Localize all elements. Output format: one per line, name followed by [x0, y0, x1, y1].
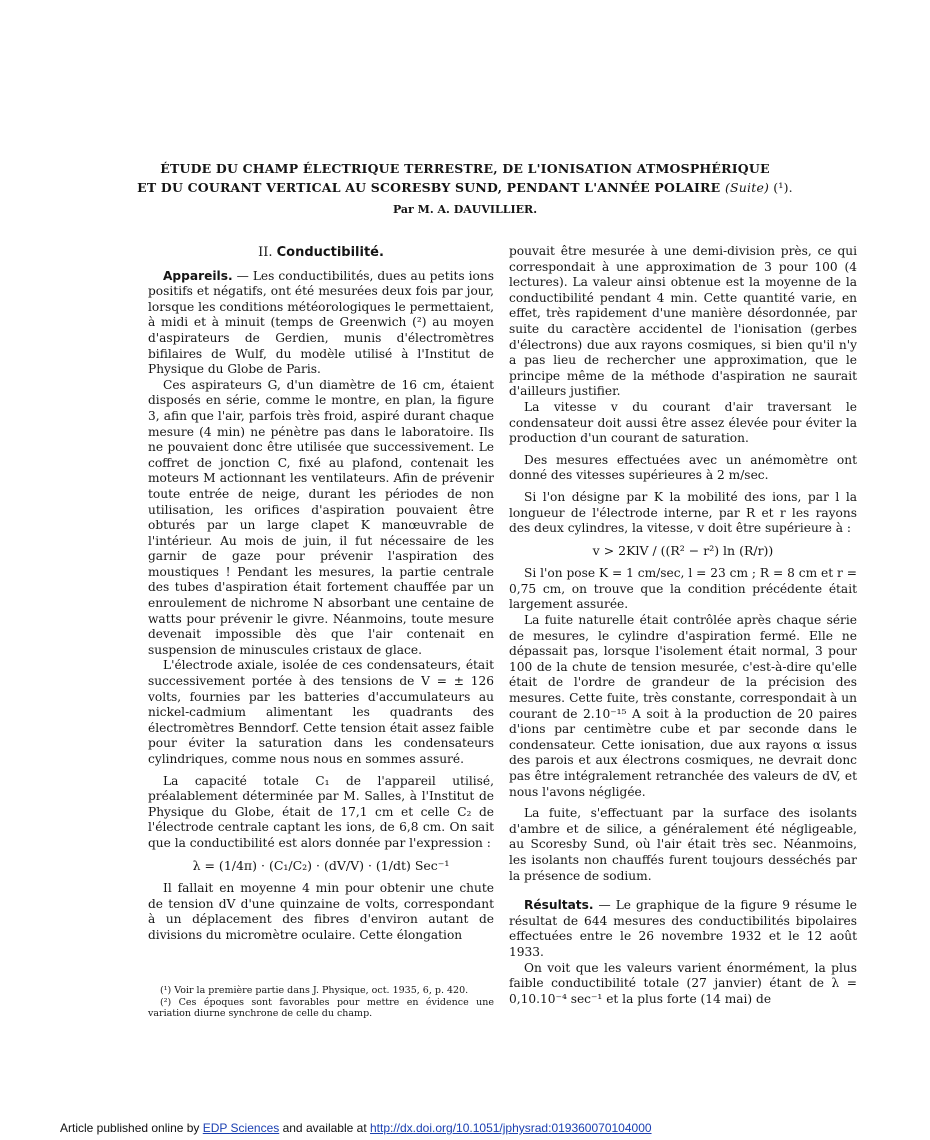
left-column	[148, 245, 494, 944]
paragraph-apparatus: Appareils. — Les conductibilités, dues au petits ions positifs et négatifs, ont été mesurées deux fois par jour, lorsque les conditions météorologiques le permettaient, à midi et à minuit (temps de Greenwich (²) au moyen d'aspirateurs de Gerdien, munis d'électromètres bifilaires de Wulf, du modèle utilisé à l'Institut de Physique du Globe de Paris.	[148, 268, 494, 377]
footnote-2: (²) Ces époques sont favorables pour mettre en évidence une variation diurne synchrone de celle du champ.	[148, 996, 494, 1019]
right-column	[509, 244, 857, 1007]
paragraph-values: Si l'on pose K = 1 cm/sec, l = 23 cm ; R = 8 cm et r = 0,75 cm, on trouve que la condition précédente était largement assurée.	[509, 566, 857, 612]
paragraph-anemometer: Des mesures effectuées avec un anémomètre ont donné des vitesses supérieures à 2 m/sec.	[509, 452, 857, 483]
paragraph-insulators: La fuite, s'effectuant par la surface des isolants d'ambre et de silice, a généralement été négligeable, au Scoresby Sund, où l'air était très sec. Néanmoins, les isolants non chauffés furent toujours desséchés par la présence de sodium.	[509, 806, 857, 883]
title-footnote-ref: (¹).	[769, 180, 793, 195]
paragraph-electrode: L'électrode axiale, isolée de ces condensateurs, était successivement portée à des tensions de V = ± 126 volts, fournies par les batteries d'accumulateurs au nickel-cadmium alimentant les quadrants des électromètres Benndorf. Cette tension était assez faible pour éviter la saturation dans les condensateurs cylindriques, comme nous nous en sommes assuré.	[148, 658, 494, 766]
title-suite: (Suite)	[724, 180, 770, 195]
section-heading	[148, 245, 494, 261]
doi-link[interactable]: http://dx.doi.org/10.1051/jphysrad:019360070104000	[369, 1121, 652, 1135]
formula-speed-condition: v > 2KlV / ((R² − r²) ln (R/r))	[592, 542, 774, 558]
paragraph-aspirators: Ces aspirateurs G, d'un diamètre de 16 cm, étaient disposés en série, comme le montre, en plan, la figure 3, afin que l'air, parfois très froid, aspiré durant chaque mesure (4 min) ne pénètre pas dans le laboratoire. Ils ne pouvaient donc être utilisée que successivement. Le coffret de jonction C, fixé au plafond, contenait les moteurs M actionnant les ventilateurs. Afin de prévenir toute entrée de neige, durant les périodes de non utilisation, les orifices d'aspiration pouvaient être obturés par un large clapet K manœuvrable de l'intérieur. Au mois de juin, il fut nécessaire de les garnir de gaze pour prévenir l'aspiration des moustiques ! Pendant les mesures, la partie centrale des tubes d'aspiration était fortement chauffée par un enroulement de nichrome N absorbant une centaine de watts pour prévenir le givre. Néanmoins, toute mesure devenait impossible dès que l'air contenait en suspension de minuscules cristaux de glace.	[148, 377, 494, 657]
publisher-link[interactable]: EDP Sciences	[202, 1121, 280, 1135]
paragraph-variation: On voit que les valeurs varient énormément, la plus faible conductibilité totale (27 janvier) étant de λ = 0,10.10⁻⁴ sec⁻¹ et la plus forte (14 mai) de	[509, 960, 857, 1006]
paragraph-elongation: Il fallait en moyenne 4 min pour obtenir une chute de tension dV d'une quinzaine de volts, correspondant à un déplacement des fibres d'environ autant de divisions du micromètre oculaire. Cette élongation	[148, 881, 494, 942]
section-name: Conductibilité.	[276, 245, 384, 260]
paragraph-mobility: Si l'on désigne par K la mobilité des ions, par l la longueur de l'électrode interne, par R et r les rayons des deux cylindres, la vitesse, v doit être supérieure à :	[509, 489, 857, 536]
paragraph-continuation: pouvait être mesurée à une demi-division près, ce qui correspondait à une approximation de 3 pour 100 (4 lectures). La valeur ainsi obtenue est la moyenne de la conductibilité pendant 4 min. Cette quantité varie, en effet, très rapidement d'une manière désordonnée, par suite du caractère accidentel de l'ionisation (gerbes d'électrons) due aux rayons cosmiques, si bien qu'il n'y a pas lieu de rechercher une approximation, que le principe même de la méthode d'aspiration ne saurait d'ailleurs justifier.	[509, 244, 857, 399]
footnote-1: (¹) Voir la première partie dans J. Physique, oct. 1935, 6, p. 420.	[160, 985, 469, 996]
article-title-line-2: ET DU COURANT VERTICAL AU SCORESBY SUND, PENDANT L'ANNÉE POLAIRE (Suite) (¹).	[137, 180, 793, 195]
article-title-line-1: ÉTUDE DU CHAMP ÉLECTRIQUE TERRESTRE, DE L'IONISATION ATMOSPHÉRIQUE	[160, 161, 770, 176]
run-in-head-resultats: Résultats.	[524, 898, 594, 913]
publication-footer: Article published online by EDP Sciences and available at http://dx.doi.org/10.1051/jphysrad:019360070104000	[60, 1121, 652, 1135]
paragraph-air-speed: La vitesse v du courant d'air traversant le condensateur doit aussi être assez élevée pour éviter la production d'un courant de saturation.	[509, 399, 857, 446]
paragraph-capacity: La capacité totale C₁ de l'appareil utilisé, préalablement déterminée par M. Salles, à l'Institut de Physique du Globe, était de 17,1 cm et celle C₂ de l'électrode centrale captant les ions, de 6,8 cm. On sait que la conductibilité est alors donnée par l'expression :	[148, 773, 494, 850]
paragraph-leak: La fuite naturelle était contrôlée après chaque série de mesures, le cylindre d'aspiration fermé. Elle ne dépassait pas, lorsque l'isolement était normal, 3 pour 100 de la chute de tension mesurée, c'est-à-dire qu'elle était de l'ordre de grandeur de la précision des mesures. Cette fuite, très constante, correspondait à un courant de 2.10⁻¹⁵ A soit à la production de 20 paires d'ions par centimètre cube et par seconde dans le condensateur. Cette ionisation, due aux rayons α issus des parois et aux électrons cosmiques, ne devrait donc pas être intégralement retranchée des valeurs de dV, et nous l'avons négligée.	[509, 613, 857, 799]
formula-conductivity: λ = (1/4π) · (C₁/C₂) · (dV/V) · (1/dt) Sec⁻¹	[192, 857, 450, 873]
paragraph-results: Résultats. — Le graphique de la figure 9 résume le résultat de 644 mesures des conductibilités bipolaires effectuées entre le 26 novembre 1932 et le 12 août 1933.	[509, 898, 857, 959]
run-in-head-appareils: Appareils.	[163, 268, 233, 283]
section-number: II.	[258, 245, 273, 260]
author-line: Par M. A. DAUVILLIER.	[392, 203, 538, 216]
footnotes	[148, 985, 494, 1020]
